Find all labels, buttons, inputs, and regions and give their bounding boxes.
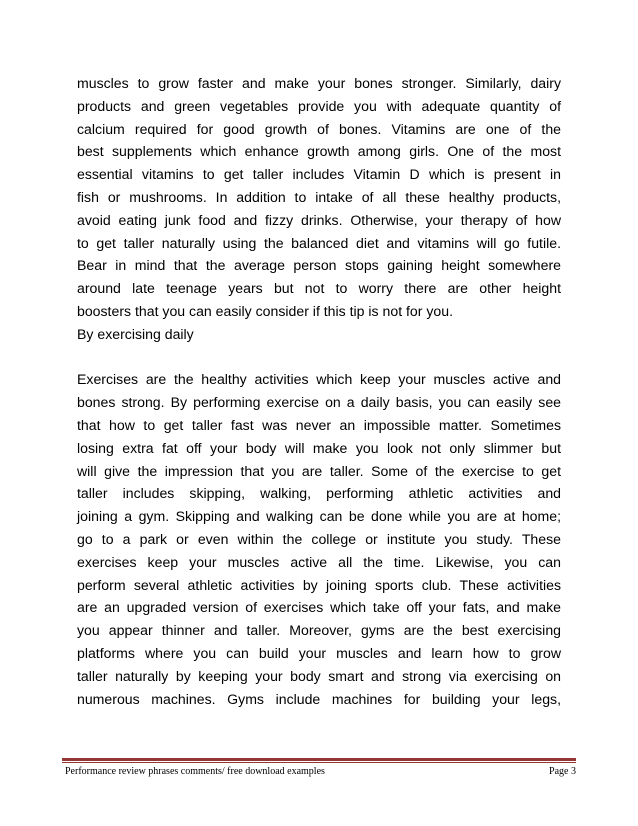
blank-line bbox=[77, 346, 561, 369]
body-line: go to a park or even within the college or institute you study. These bbox=[77, 530, 561, 547]
body-line: losing extra fat off your body will make you look not only slimmer but bbox=[77, 439, 561, 456]
body-line: products and green vegetables provide you with adequate quantity of bbox=[77, 97, 561, 114]
body-line: taller includes skipping, walking, performing athletic activities and bbox=[77, 485, 561, 502]
body-line: to get taller naturally using the balanced diet and vitamins will go futile. bbox=[77, 234, 561, 251]
footer-title: Performance review phrases comments/ free download examples bbox=[65, 766, 325, 777]
body-line: joining a gym. Skipping and walking can be done while you are at home; bbox=[77, 508, 561, 525]
body-line: you appear thinner and taller. Moreover, gyms are the best exercising bbox=[77, 622, 561, 639]
body-line: that how to get taller fast was never an impossible matter. Sometimes bbox=[77, 416, 561, 433]
footer-rule-thin bbox=[62, 762, 576, 763]
body-line: taller naturally by keeping your body smart and strong via exercising on bbox=[77, 667, 561, 684]
body-line: boosters that you can easily consider if this tip is not for you. bbox=[77, 302, 454, 319]
section-heading: By exercising daily bbox=[77, 325, 194, 342]
body-text bbox=[77, 72, 561, 710]
footer-rule bbox=[62, 758, 576, 761]
body-line: best supplements which enhance growth among girls. One of the most bbox=[77, 143, 561, 160]
page-number: Page 3 bbox=[549, 766, 576, 777]
body-line: essential vitamins to get taller includes Vitamin D which is present in bbox=[77, 166, 561, 183]
body-line: are an upgraded version of exercises which take off your fats, and make bbox=[77, 599, 561, 616]
body-line: will give the impression that you are taller. Some of the exercise to get bbox=[77, 462, 561, 479]
body-line: bones strong. By performing exercise on a daily basis, you can easily see bbox=[77, 394, 561, 411]
body-line: muscles to grow faster and make your bones stronger. Similarly, dairy bbox=[77, 75, 561, 91]
body-line: exercises keep your muscles active all the time. Likewise, you can bbox=[77, 553, 561, 570]
body-line: numerous machines. Gyms include machines for building your legs, bbox=[77, 690, 561, 707]
body-line: Exercises are the healthy activities which keep your muscles active and bbox=[77, 371, 561, 388]
body-line: calcium required for good growth of bones. Vitamins are one of the bbox=[77, 120, 561, 137]
body-line: platforms where you can build your muscles and learn how to grow bbox=[77, 644, 561, 661]
body-line: avoid eating junk food and fizzy drinks. Otherwise, your therapy of how bbox=[77, 211, 561, 228]
body-line: fish or mushrooms. In addition to intake of all these healthy products, bbox=[77, 188, 561, 205]
body-line: Bear in mind that the average person stops gaining height somewhere bbox=[77, 257, 561, 274]
body-line: around late teenage years but not to worry there are other height bbox=[77, 280, 561, 297]
body-line: perform several athletic activities by joining sports club. These activities bbox=[77, 576, 561, 593]
